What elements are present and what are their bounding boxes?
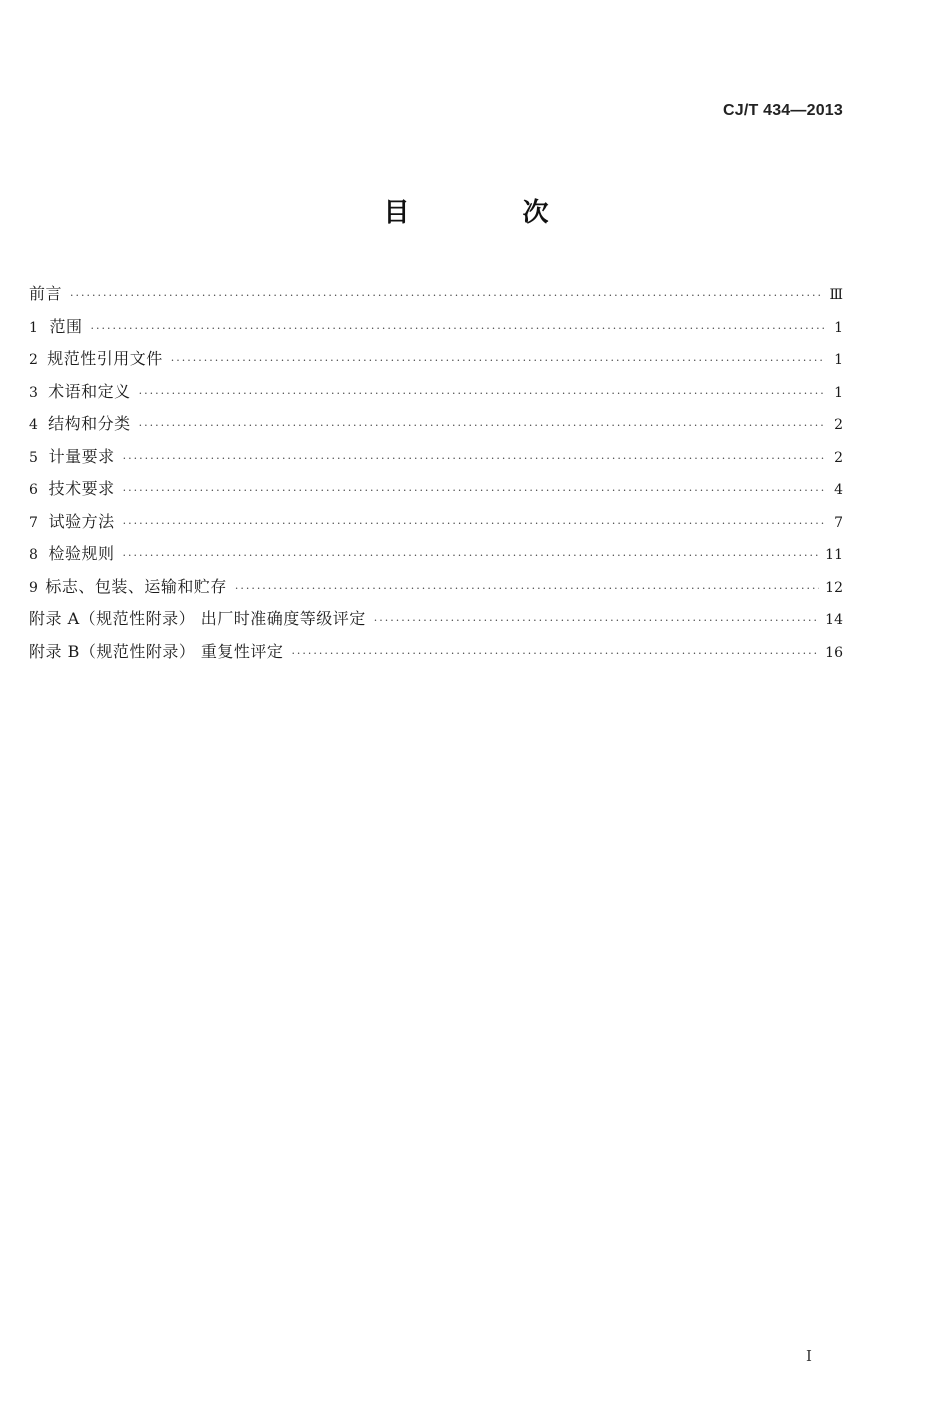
toc-entry-label: 试验方法 — [48, 511, 115, 531]
toc-entry-label: 计量要求 — [48, 446, 115, 466]
toc-entry-page: 2 — [834, 449, 843, 466]
toc-entry-appendix-b[interactable] — [29, 636, 843, 669]
toc-entry-normative-references[interactable] — [29, 343, 843, 376]
toc-leader-dots — [123, 475, 825, 508]
toc-leader-dots — [139, 378, 825, 411]
toc-entry-number: 4 — [29, 417, 38, 433]
document-code: CJ/T 434—2013 — [722, 102, 843, 119]
toc-entry-page: 1 — [834, 319, 843, 336]
toc-leader-dots — [374, 605, 819, 638]
toc-entry-number: 9 — [29, 579, 38, 596]
toc-entry-page: 7 — [834, 514, 843, 531]
toc-entry-terms-definitions[interactable] — [29, 376, 843, 409]
toc-entry-page: 4 — [834, 482, 843, 498]
toc-leader-dots — [235, 573, 819, 606]
toc-leader-dots — [123, 443, 825, 476]
toc-entry-number: 5 — [29, 449, 38, 466]
toc-entry-page: 11 — [825, 547, 843, 563]
toc-entry-scope[interactable] — [29, 311, 843, 344]
toc-entry-appendix-a[interactable] — [29, 603, 843, 636]
toc-entry-label: 附录 B（规范性附录） 重复性评定 — [29, 641, 284, 661]
toc-leader-dots — [122, 540, 819, 573]
toc-entry-number: 2 — [29, 352, 38, 368]
toc-entry-number: 3 — [29, 384, 38, 401]
toc-entry-technical-requirements[interactable] — [29, 473, 843, 506]
toc-leader-dots — [70, 280, 823, 313]
toc-entry-label: 技术要求 — [48, 479, 115, 498]
toc-entry-number: 1 — [29, 319, 38, 336]
toc-leader-dots — [91, 313, 825, 346]
toc-entry-label: 规范性引用文件 — [47, 349, 163, 368]
toc-entry-label: 术语和定义 — [48, 381, 131, 401]
toc-entry-label: 检验规则 — [48, 544, 115, 563]
toc-entry-number: 8 — [29, 547, 38, 563]
toc-entry-page: Ⅲ — [829, 287, 843, 303]
toc-entry-page: 1 — [834, 352, 843, 368]
toc-entry-page: 16 — [825, 644, 843, 661]
toc-entry-foreword[interactable] — [29, 278, 843, 311]
toc-leader-dots — [123, 508, 825, 541]
toc-entry-test-methods[interactable] — [29, 506, 843, 539]
toc-leader-dots — [171, 345, 825, 378]
toc-entry-page: 12 — [825, 579, 843, 596]
toc-entry-number: 7 — [29, 514, 38, 531]
toc-entry-page: 2 — [834, 417, 843, 433]
toc-entry-label: 标志、包装、运输和贮存 — [45, 576, 227, 596]
page-title: 目 次 — [383, 198, 601, 228]
toc-entry-page: 1 — [834, 384, 843, 401]
toc-entry-label: 结构和分类 — [48, 414, 131, 433]
toc-entry-structure-classification[interactable] — [29, 408, 843, 441]
toc-entry-inspection-rules[interactable] — [29, 538, 843, 571]
toc-entry-metrological-requirements[interactable] — [29, 441, 843, 474]
toc-entry-number: 6 — [29, 482, 38, 498]
table-of-contents — [29, 278, 843, 668]
toc-leader-dots — [291, 638, 819, 671]
toc-entry-label: 附录 A（规范性附录） 出厂时准确度等级评定 — [29, 609, 366, 628]
page-number: Ⅰ — [806, 1347, 812, 1365]
toc-entry-label: 范围 — [49, 316, 83, 336]
toc-leader-dots — [139, 410, 825, 443]
toc-entry-page: 14 — [825, 612, 843, 628]
toc-entry-label: 前言 — [29, 284, 63, 303]
toc-entry-marking-packaging[interactable] — [29, 571, 843, 604]
